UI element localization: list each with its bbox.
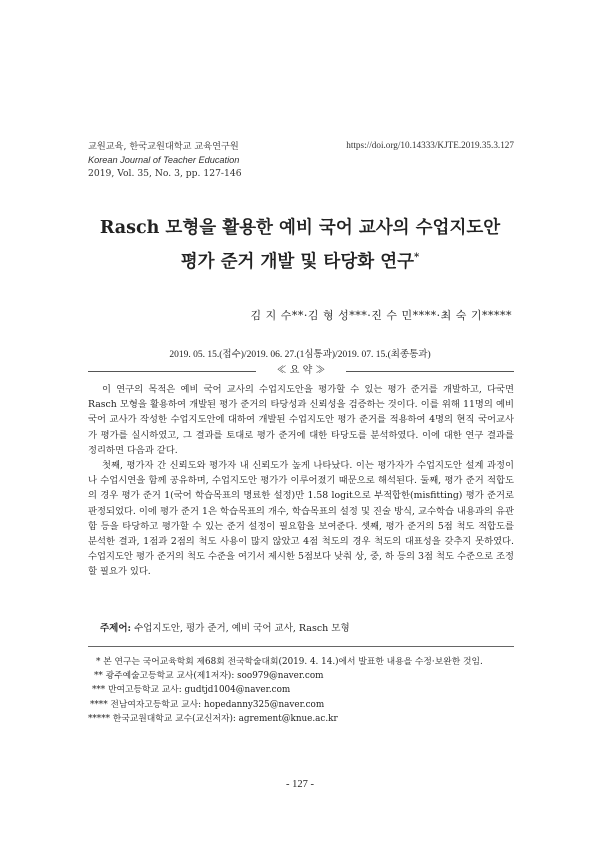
- footnote-5: ***** 한국교원대학교 교수(교신저자): agrement@knue.ac.kr: [88, 713, 338, 724]
- title-line-1: Rasch 모형을 활용한 예비 국어 교사의 수업지도안: [99, 218, 501, 238]
- submission-dates: 2019. 05. 15.(접수)/2019. 06. 27.(1심통과)/2019. 07. 15.(최종통과): [169, 350, 431, 360]
- footnotes: [88, 655, 518, 726]
- heading-rule-right: [346, 371, 514, 372]
- footnote-3: *** 반여고등학교 교사: gudtjd1004@naver.com: [92, 685, 291, 696]
- keywords: [100, 620, 350, 634]
- journal-header: [88, 140, 242, 181]
- doi-link[interactable]: https://doi.org/10.14333/KJTE.2019.35.3.127: [346, 140, 514, 150]
- issue-info: 2019, Vol. 35, No. 3, pp. 127-146: [88, 168, 242, 179]
- footnote-4: **** 전남여자고등학교 교사: hopedanny325@naver.com: [90, 699, 325, 710]
- abstract-label: ≪ 요 약 ≫: [276, 365, 326, 376]
- abstract-body: [88, 382, 514, 580]
- footnote-1: * 본 연구는 국어교육학회 제68회 전국학술대회(2019. 4. 14.)에서 발표한 내용을 수정·보완한 것임.: [96, 657, 483, 667]
- abstract-heading: [88, 364, 514, 378]
- title-footnote-marker: *: [414, 252, 420, 263]
- footnote-2: ** 광주예술고등학교 교사(제1저자): soo979@naver.com: [94, 671, 324, 682]
- abstract-paragraph-2: 첫째, 평가자 간 신뢰도와 평가자 내 신뢰도가 높게 나타났다. 이는 평가자가 수업지도안 설계 과정이나 수업시연을 함께 공유하며, 수업지도안 평가가 이루어졌기 때문으로 해석된다. 둘째, 평가 준거 적합도의 경우 평가 준거 1(국어 학습목표의 명료한 설정)만 1.58 logit으로 부적합한(misfitting) 평가 준거로 판정되었다. 이에 평가 준거 1은 학습목표의 개수, 학습목표의 설정 및 진술 방식, 교수학습 내용과의 유관함 등을 타당하고 평가할 수 있는 준거 설정이 필요함을 보여준다. 셋째, 평가 준거의 5점 척도 적합도를 분석한 결과, 1점과 2점의 척도 사용이 많지 않았고 4점 척도의 경우 척도의 대표성을 갖추지 못하였다. 수업지도안 평가 준거의 척도 수준을 여기서 제시한 5점보다 낮춰 상, 중, 하 등의 3점 척도 수준으로 조정할 필요가 있다.: [88, 460, 514, 578]
- title-line-2: 평가 준거 개발 및 타당화 연구*: [180, 251, 420, 272]
- journal-name: Korean Journal of Teacher Education: [88, 154, 240, 165]
- author-list: 김 지 수**·김 형 성***·진 수 민****·최 숙 기*****: [250, 309, 512, 322]
- footnote-divider: [88, 646, 514, 647]
- keywords-text: 수업지도안, 평가 준거, 예비 국어 교사, Rasch 모형: [134, 623, 350, 634]
- paper-title: [60, 213, 540, 277]
- keywords-label: 주제어:: [100, 623, 132, 634]
- publisher-line: 교원교육, 한국교원대학교 교육연구원: [88, 141, 239, 152]
- page-number: - 127 -: [286, 779, 314, 790]
- abstract-paragraph-1: 이 연구의 목적은 예비 국어 교사의 수업지도안을 평가할 수 있는 평가 준거를 개발하고, 다국면 Rasch 모형을 활용하여 개발된 평가 준거의 타당성과 신뢰성을 검증하는 것이다. 이를 위해 11명의 예비 국어 교사가 작성한 수업지도안에 대하여 개발된 수업지도안 평가 준거를 적용하여 4명의 현직 국어교사가 평가를 실시하였고, 그 결과를 토대로 평가 준거에 대한 타당도를 분석하였다. 이에 대한 연구 결과를 정리하면 다음과 같다.: [88, 384, 514, 456]
